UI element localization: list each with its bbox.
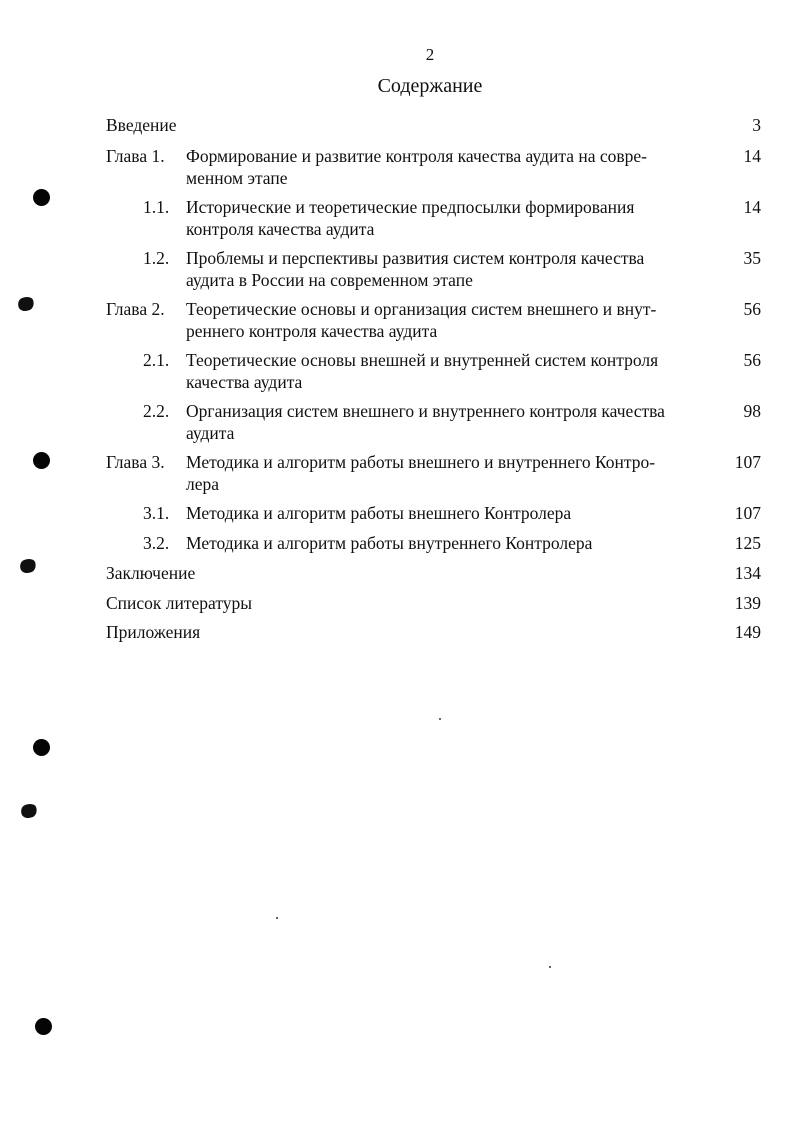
toc-entry-text: Введение — [106, 115, 177, 135]
toc-entry-page: 98 — [743, 401, 761, 421]
toc-entry-label: Глава 3. — [106, 452, 165, 472]
toc-entry-page: 14 — [743, 146, 761, 166]
toc-entry-line: Методика и алгоритм работы внешнего Контролера — [186, 503, 572, 523]
toc-entry-line: лера — [186, 474, 220, 494]
toc-entry-line: Проблемы и перспективы развития систем контроля качества — [186, 248, 645, 268]
toc-entry-line: Теоретические основы внешней и внутренней систем контроля — [186, 350, 659, 370]
toc-entry-label: 2.1. — [143, 350, 170, 370]
toc-entry-text — [186, 196, 716, 240]
toc-entry-line: Организация систем внешнего и внутреннего контроля качества — [186, 401, 665, 421]
page-number: 2 — [425, 45, 435, 64]
toc-entry-chapter-3 — [0, 451, 797, 495]
toc-entry-label: 1.1. — [143, 197, 170, 217]
toc-entry-references — [0, 592, 797, 614]
binder-hole — [33, 452, 50, 469]
scan-speck — [549, 966, 551, 968]
toc-entry-label: Глава 2. — [106, 299, 165, 319]
toc-entry-label: 3.2. — [143, 533, 170, 553]
toc-entry-page: 149 — [734, 622, 761, 642]
toc-entry-page: 56 — [743, 350, 761, 370]
toc-entry-page: 14 — [743, 197, 761, 217]
toc-entry-chapter-1 — [0, 145, 797, 189]
toc-entry-page: 139 — [734, 593, 761, 613]
binder-hole — [35, 1018, 52, 1035]
toc-entry-line: Методика и алгоритм работы внутреннего Контролера — [186, 533, 593, 553]
toc-entry-intro — [0, 114, 797, 136]
toc-entry-section-3-2 — [0, 532, 797, 554]
toc-entry-label: 2.2. — [143, 401, 170, 421]
toc-entry-text — [186, 451, 716, 495]
scan-speck — [439, 718, 441, 720]
toc-entry-label: Глава 1. — [106, 146, 165, 166]
toc-entry-page: 107 — [734, 452, 761, 472]
toc-entry-label: 1.2. — [143, 248, 170, 268]
toc-entry-page: 134 — [734, 563, 761, 583]
toc-entry-line: качества аудита — [186, 372, 303, 392]
toc-entry-page: 35 — [743, 248, 761, 268]
toc-entry-text — [186, 349, 716, 393]
toc-entry-page: 3 — [752, 115, 761, 135]
toc-entry-line: аудита в России на современном этапе — [186, 270, 473, 290]
toc-entry-section-2-2 — [0, 400, 797, 444]
toc-entry-appendices — [0, 621, 797, 643]
toc-entry-text: Список литературы — [106, 593, 253, 613]
ink-blot — [19, 802, 39, 821]
toc-title: Содержание — [377, 75, 483, 97]
toc-entry-chapter-2 — [0, 298, 797, 342]
binder-hole — [33, 189, 50, 206]
toc-entry-page: 56 — [743, 299, 761, 319]
toc-entry-line: аудита — [186, 423, 235, 443]
binder-hole — [33, 739, 50, 756]
toc-entry-text — [186, 532, 716, 554]
toc-entry-text: Приложения — [106, 622, 201, 642]
toc-entry-line: реннего контроля качества аудита — [186, 321, 438, 341]
toc-entry-page: 107 — [734, 503, 761, 523]
toc-entry-label: 3.1. — [143, 503, 170, 523]
toc-entry-section-1-1 — [0, 196, 797, 240]
toc-entry-line: Исторические и теоретические предпосылки формирования — [186, 197, 635, 217]
toc-entry-text — [186, 247, 716, 291]
toc-entry-page: 125 — [734, 533, 761, 553]
toc-entry-line: Формирование и развитие контроля качества аудита на совре- — [186, 146, 647, 166]
toc-entry-conclusion — [0, 562, 797, 584]
toc-entry-text — [186, 298, 716, 342]
toc-entry-section-3-1 — [0, 502, 797, 524]
toc-entry-line: контроля качества аудита — [186, 219, 375, 239]
toc-entry-text — [186, 502, 716, 524]
toc-entry-section-1-2 — [0, 247, 797, 291]
toc-entry-text — [186, 400, 716, 444]
toc-entry-text — [186, 145, 716, 189]
scan-speck — [276, 917, 278, 919]
toc-entry-text: Заключение — [106, 563, 196, 583]
toc-entry-section-2-1 — [0, 349, 797, 393]
toc-entry-line: менном этапе — [186, 168, 288, 188]
toc-entry-line: Теоретические основы и организация систем внешнего и внут- — [186, 299, 657, 319]
toc-entry-line: Методика и алгоритм работы внешнего и внутреннего Контро- — [186, 452, 656, 472]
